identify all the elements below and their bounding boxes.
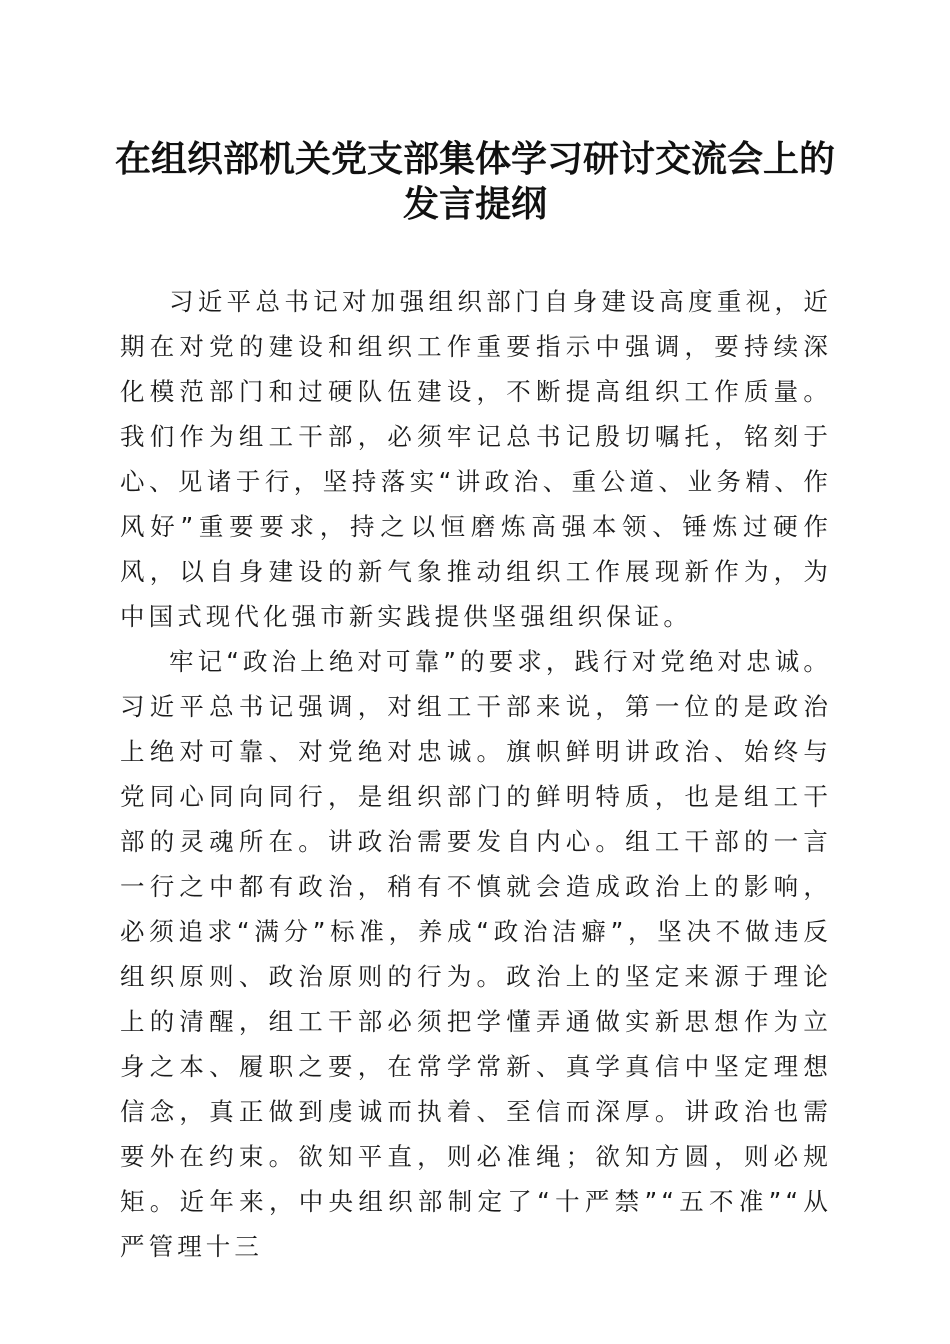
paragraph-2: 牢记“政治上绝对可靠”的要求，践行对党绝对忠诚。习近平总书记强调，对组工干部来说，第一位的是政治上绝对可靠、对党绝对忠诚。旗帜鲜明讲政治、始终与党同心同向同行，是组织部门的鲜明特质，也是组工干部的灵魂所在。讲政治需要发自内心。组工干部的一言一行之中都有政治，稍有不慎就会造成政治上的影响，必须追求“满分”标准，养成“政治洁癖”，坚决不做违反组织原则、政治原则的行为。政治上的坚定来源于理论上的清醒，组工干部必须把学懂弄通做实新思想作为立身之本、履职之要，在常学常新、真学真信中坚定理想信念，真正做到虔诚而执着、至信而深厚。讲政治也需要外在约束。欲知平直，则必准绳；欲知方圆，则必规矩。近年来，中央组织部制定了“十严禁”“五不准”“从严管理十三 xyxy=(120,647,832,1261)
document-body xyxy=(120,279,832,1269)
paragraph-1: 习近平总书记对加强组织部门自身建设高度重视，近期在对党的建设和组织工作重要指示中强调，要持续深化模范部门和过硬队伍建设，不断提高组织工作质量。我们作为组工干部，必须牢记总书记殷切嘱托，铭刻于心、见诸于行，坚持落实“讲政治、重公道、业务精、作风好”重要要求，持之以恒磨炼高强本领、锤炼过硬作风，以自身建设的新气象推动组织工作展现新作为，为中国式现代化强市新实践提供坚强组织保证。 xyxy=(120,287,832,631)
title-line-1: 在组织部机关党支部集体学习研讨交流会上的 xyxy=(114,138,835,180)
title-line-2: 发言提纲 xyxy=(402,183,547,225)
document-title xyxy=(100,137,850,227)
